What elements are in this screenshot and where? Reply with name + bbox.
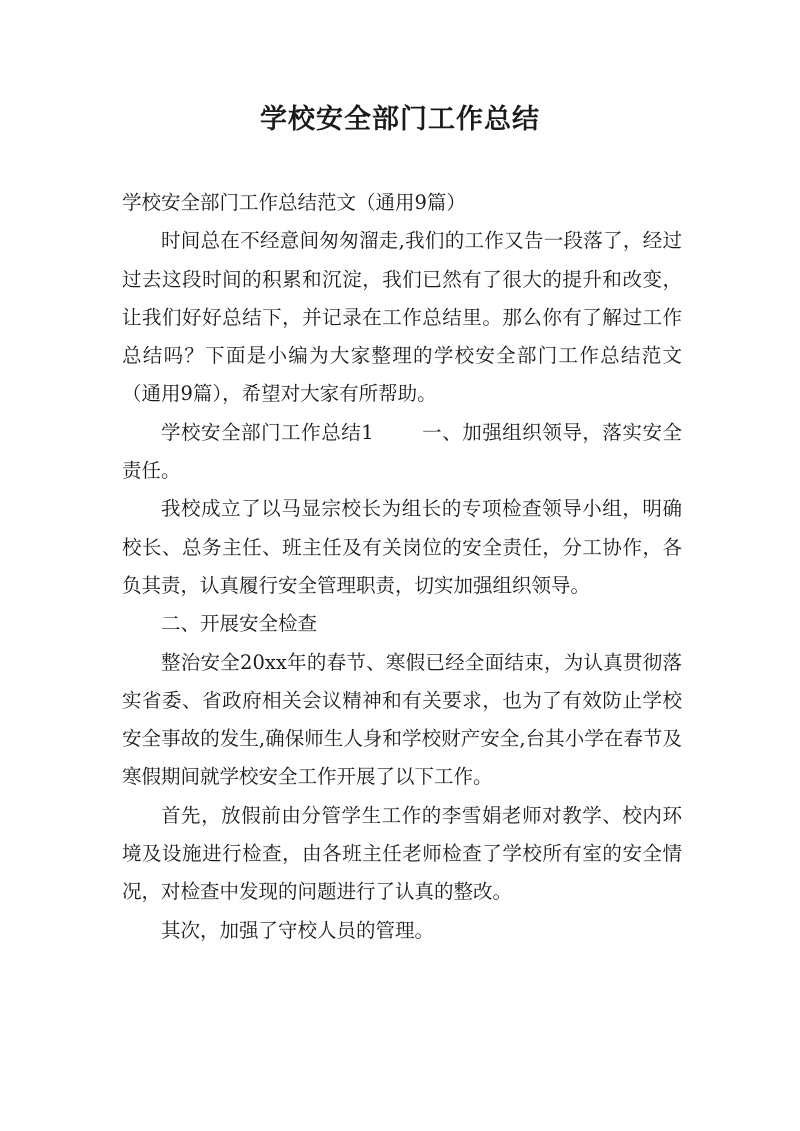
section-heading: 学校安全部门工作总结1 xyxy=(161,420,374,444)
document-body xyxy=(122,184,682,950)
paragraph-inspection: 整治安全20xx年的春节、寒假已经全面结束，为认真贯彻落实省委、省政府相关会议精神和有关要求，也为了有效防止学校安全事故的发生,确保师生人身和学校财产安全,台其小学在春节及寒假期间就学校安全工作开展了以下工作。 xyxy=(122,650,682,789)
section-point-1: 一、加强组织领导，落实安全责任。 xyxy=(122,420,682,483)
paragraph-organization: 我校成立了以马显宗校长为组长的专项检查领导小组，明确校长、总务主任、班主任及有关岗位的安全责任，分工协作，各负其责，认真履行安全管理职责，切实加强组织领导。 xyxy=(122,497,682,597)
section-point-2: 二、开展安全检查 xyxy=(161,612,318,636)
paragraph-first: 首先，放假前由分管学生工作的李雪娟老师对教学、校内环境及设施进行检查，由各班主任老师检查了学校所有室的安全情况，对检查中发现的问题进行了认真的整改。 xyxy=(122,803,682,904)
section-heading-paragraph xyxy=(122,414,682,491)
document-subtitle: 学校安全部门工作总结范文（通用9篇） xyxy=(122,191,466,214)
document-title: 学校安全部门工作总结 xyxy=(260,104,540,135)
intro-paragraph: 时间总在不经意间匆匆溜走,我们的工作又告一段落了，经过过去这段时间的积累和沉淀，我们已然有了很大的提升和改变，让我们好好总结下，并记录在工作总结里。那么你有了解过工作总结吗？下面是小编为大家整理的学校安全部门工作总结范文（通用9篇），希望对大家有所帮助。 xyxy=(122,229,682,406)
paragraph-second: 其次，加强了守校人员的管理。 xyxy=(161,918,435,942)
